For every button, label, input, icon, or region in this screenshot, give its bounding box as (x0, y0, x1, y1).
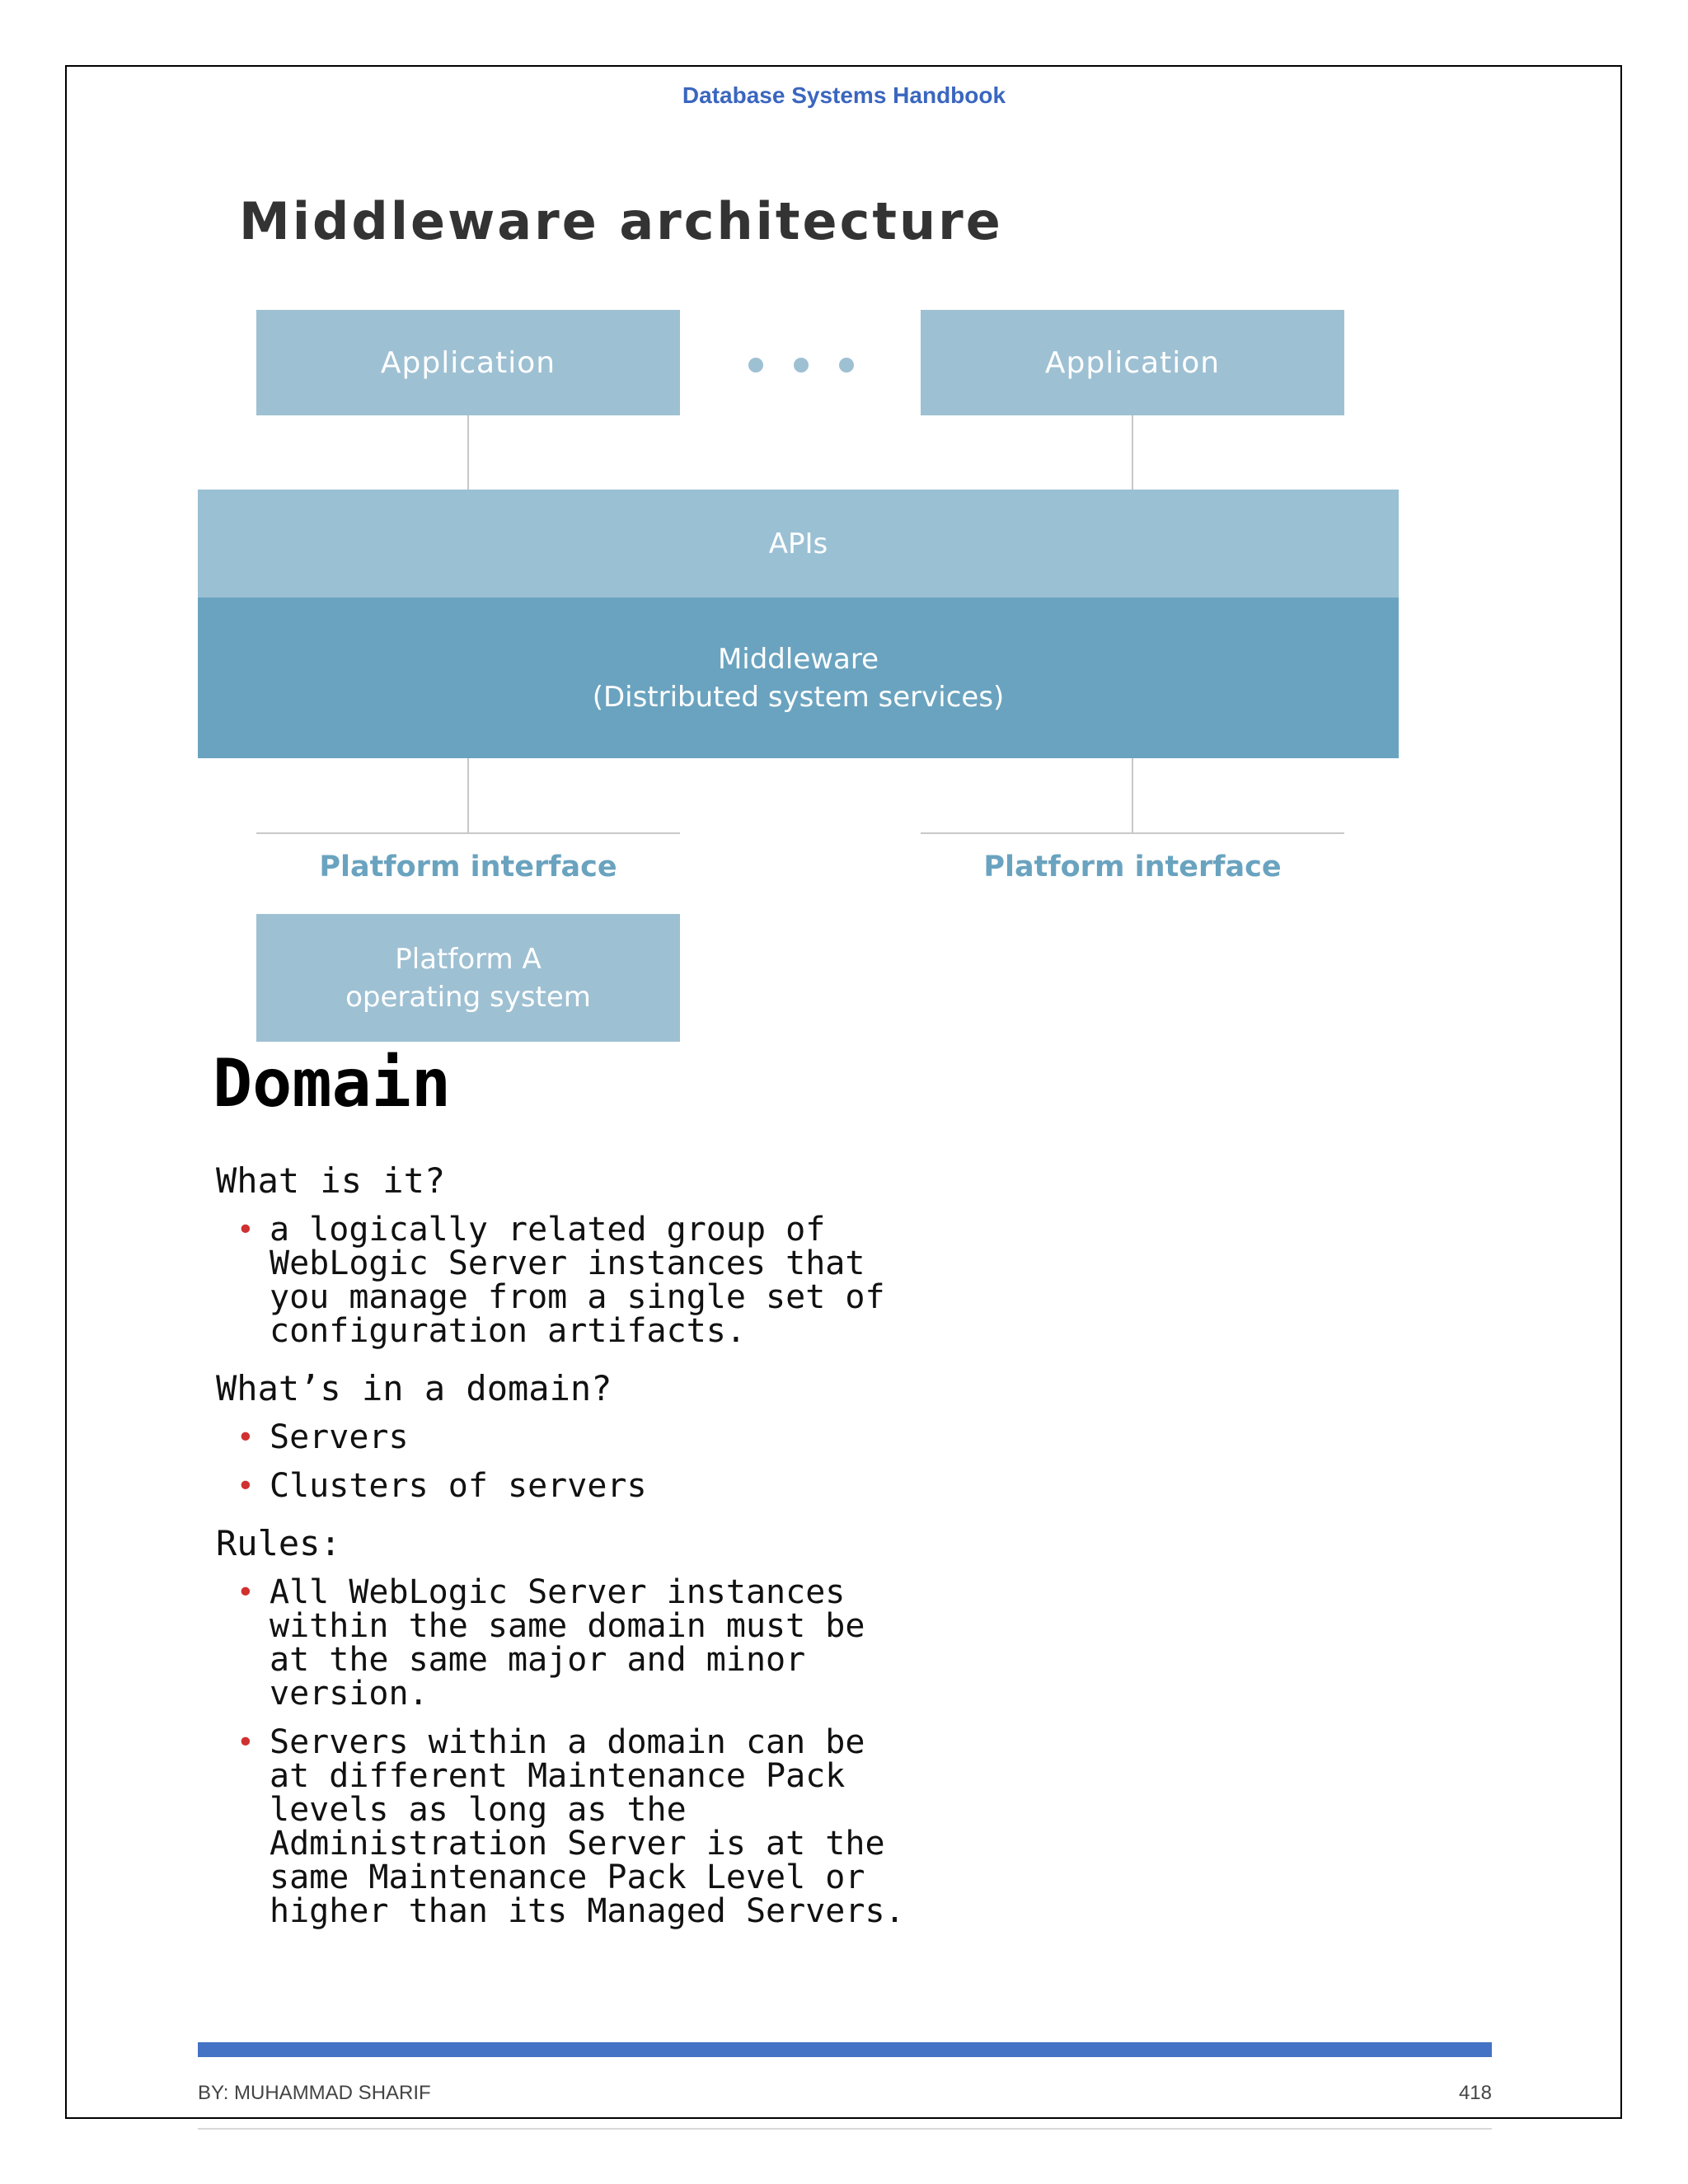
ellipsis-dot (748, 358, 763, 373)
platform-a-label: Platform A (395, 942, 542, 976)
platform-interface-label-left: Platform interface (319, 851, 617, 883)
platform-a-box (256, 914, 680, 1042)
platform-interface-rule (921, 832, 1344, 834)
platform-interface-rule (256, 832, 680, 834)
platform-a-sublabel: operating system (345, 980, 591, 1014)
list-item: • Servers (237, 1421, 912, 1455)
connector-line (1132, 415, 1133, 490)
list-item: • Clusters of servers (237, 1469, 912, 1503)
bullet-list (237, 1213, 912, 1363)
list-item: • All WebLogic Server instances within the same domain must be at the same major and minor version. (237, 1576, 912, 1711)
bullet-list (237, 1418, 912, 1518)
question-what-is-it: What is it? (216, 1160, 446, 1201)
connector-line (467, 415, 469, 490)
question-whats-in-domain: What’s in a domain? (216, 1368, 612, 1408)
bullet-list (237, 1573, 912, 1943)
application-box-right: Application (921, 310, 1344, 415)
list-item: • a logically related group of WebLogic Server instances that you manage from a single set of configuration artifacts. (237, 1213, 912, 1348)
list-item: • Servers within a domain can be at different Maintenance Pack levels as long as the Administration Server is at the same Maintenance Pack Level or higher than its Managed Servers. (237, 1726, 912, 1929)
connector-line (1132, 758, 1133, 832)
footer-author: BY: MUHAMMAD SHARIF (198, 2082, 431, 2104)
connector-line (467, 758, 469, 832)
question-rules: Rules: (216, 1523, 341, 1563)
page-number: 418 (1458, 2082, 1492, 2104)
platform-interface-label-right: Platform interface (983, 851, 1282, 883)
ellipsis-dot (839, 358, 854, 373)
bottom-rule (198, 2128, 1492, 2130)
middleware-sublabel: (Distributed system services) (592, 680, 1005, 714)
middleware-layer (198, 598, 1399, 758)
page-header-title: Database Systems Handbook (682, 82, 1006, 108)
domain-heading: Domain (213, 1045, 451, 1122)
ellipsis-dot (794, 358, 809, 373)
apis-layer: APIs (198, 490, 1399, 598)
application-box-left: Application (256, 310, 680, 415)
footer-divider (198, 2042, 1492, 2057)
middleware-label: Middleware (717, 642, 879, 676)
diagram-title: Middleware architecture (239, 191, 1003, 251)
